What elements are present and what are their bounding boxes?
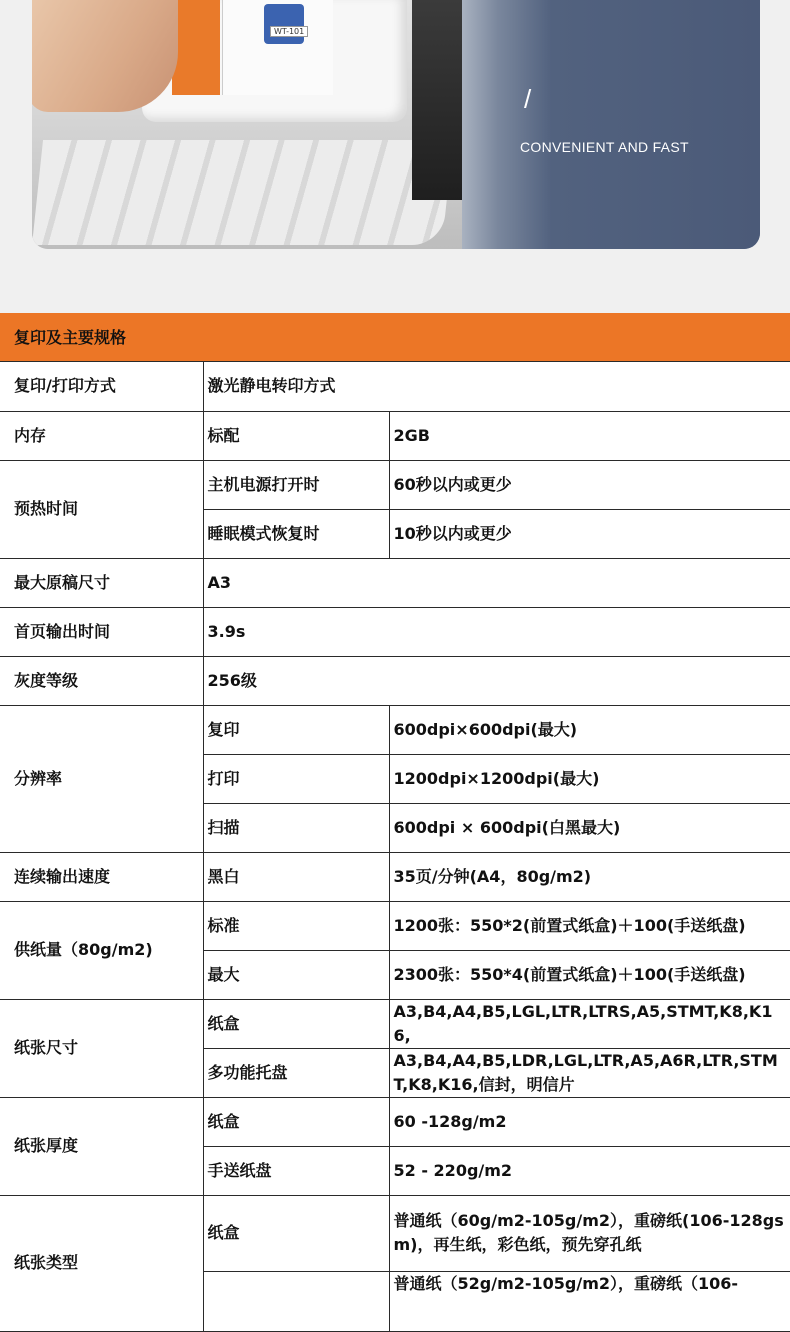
spec-label: 纸张厚度: [0, 1097, 203, 1195]
table-row: [0, 362, 790, 411]
warning-label: [172, 0, 220, 95]
spec-sub-label: 纸盒: [203, 1195, 389, 1271]
spec-value: A3,B4,A4,B5,LGL,LTR,LTRS,A5,STMT,K8,K16,: [389, 999, 790, 1048]
spec-sub-label: 标准: [203, 901, 389, 950]
spec-value: 1200dpi×1200dpi(最大): [389, 754, 790, 803]
spec-value: 600dpi×600dpi(最大): [389, 705, 790, 754]
hero-slash: /: [524, 84, 532, 114]
spec-value: 35页/分钟(A4，80g/m2): [389, 852, 790, 901]
hand-image: [32, 0, 178, 112]
spec-value: 普通纸（52g/m2-105g/m2），重磅纸（106-: [389, 1271, 790, 1331]
spec-label: 最大原稿尺寸: [0, 558, 203, 607]
product-tag: WT-101: [270, 26, 308, 37]
spec-label: 首页输出时间: [0, 607, 203, 656]
spec-value: 256级: [203, 656, 790, 705]
table-row: [0, 656, 790, 705]
table-row: [0, 901, 790, 950]
table-row: [0, 411, 790, 460]
spec-value: 10秒以内或更少: [389, 509, 790, 558]
spec-value: 2300张：550*4(前置式纸盒)＋100(手送纸盘): [389, 950, 790, 999]
spec-value: A3: [203, 558, 790, 607]
spec-value: 60 -128g/m2: [389, 1097, 790, 1146]
spec-label: 复印/打印方式: [0, 362, 203, 411]
spec-sub-label: 纸盒: [203, 1097, 389, 1146]
spec-sub-label: 多功能托盘: [203, 1048, 389, 1097]
table-row: [0, 558, 790, 607]
spec-value: 3.9s: [203, 607, 790, 656]
spec-sub-label: 复印: [203, 705, 389, 754]
spec-value: 激光静电转印方式: [203, 362, 790, 411]
spec-label: 连续输出速度: [0, 852, 203, 901]
spec-label: 纸张类型: [0, 1195, 203, 1331]
spec-sub-label: 扫描: [203, 803, 389, 852]
spec-sub-label: 手送纸盘: [203, 1146, 389, 1195]
spec-header: 复印及主要规格: [0, 313, 790, 362]
spec-label: 分辨率: [0, 705, 203, 852]
spec-sub-label: 黑白: [203, 852, 389, 901]
spec-label: 灰度等级: [0, 656, 203, 705]
table-row: [0, 852, 790, 901]
copier-side-panel: [462, 0, 760, 249]
spec-label: 纸张尺寸: [0, 999, 203, 1097]
spec-sub-label: [203, 1271, 389, 1331]
spec-value: 60秒以内或更少: [389, 460, 790, 509]
spec-sub-label: 主机电源打开时: [203, 460, 389, 509]
hero-tagline: CONVENIENT AND FAST: [520, 139, 689, 155]
spec-value: 普通纸（60g/m2-105g/m2），重磅纸(106-128gsm)，再生纸，彩色纸，预先穿孔纸: [389, 1195, 790, 1271]
table-row: [0, 705, 790, 754]
table-row: [0, 607, 790, 656]
spec-sub-label: 纸盒: [203, 999, 389, 1048]
lock-icon: [264, 4, 304, 44]
spec-value: 1200张：550*2(前置式纸盒)＋100(手送纸盘): [389, 901, 790, 950]
spec-sub-label: 睡眠模式恢复时: [203, 509, 389, 558]
spec-value: 52 - 220g/m2: [389, 1146, 790, 1195]
spec-label: 预热时间: [0, 460, 203, 558]
table-row: [0, 1195, 790, 1271]
spec-sub-label: 打印: [203, 754, 389, 803]
hero-banner: [32, 0, 760, 249]
table-row: [0, 999, 790, 1048]
table-row: [0, 1097, 790, 1146]
table-row: [0, 460, 790, 509]
spec-value: 2GB: [389, 411, 790, 460]
spec-label: 内存: [0, 411, 203, 460]
spec-table: [0, 362, 790, 1332]
copier-paper-tray: [32, 140, 453, 245]
spec-sub-label: 最大: [203, 950, 389, 999]
spec-label: 供纸量（80g/m2): [0, 901, 203, 999]
spec-sub-label: 标配: [203, 411, 389, 460]
spec-value: A3,B4,A4,B5,LDR,LGL,LTR,A5,A6R,LTR,STMT,K8,K16,信封，明信片: [389, 1048, 790, 1097]
spec-value: 600dpi × 600dpi(白黑最大): [389, 803, 790, 852]
spec-section: [0, 313, 790, 1332]
